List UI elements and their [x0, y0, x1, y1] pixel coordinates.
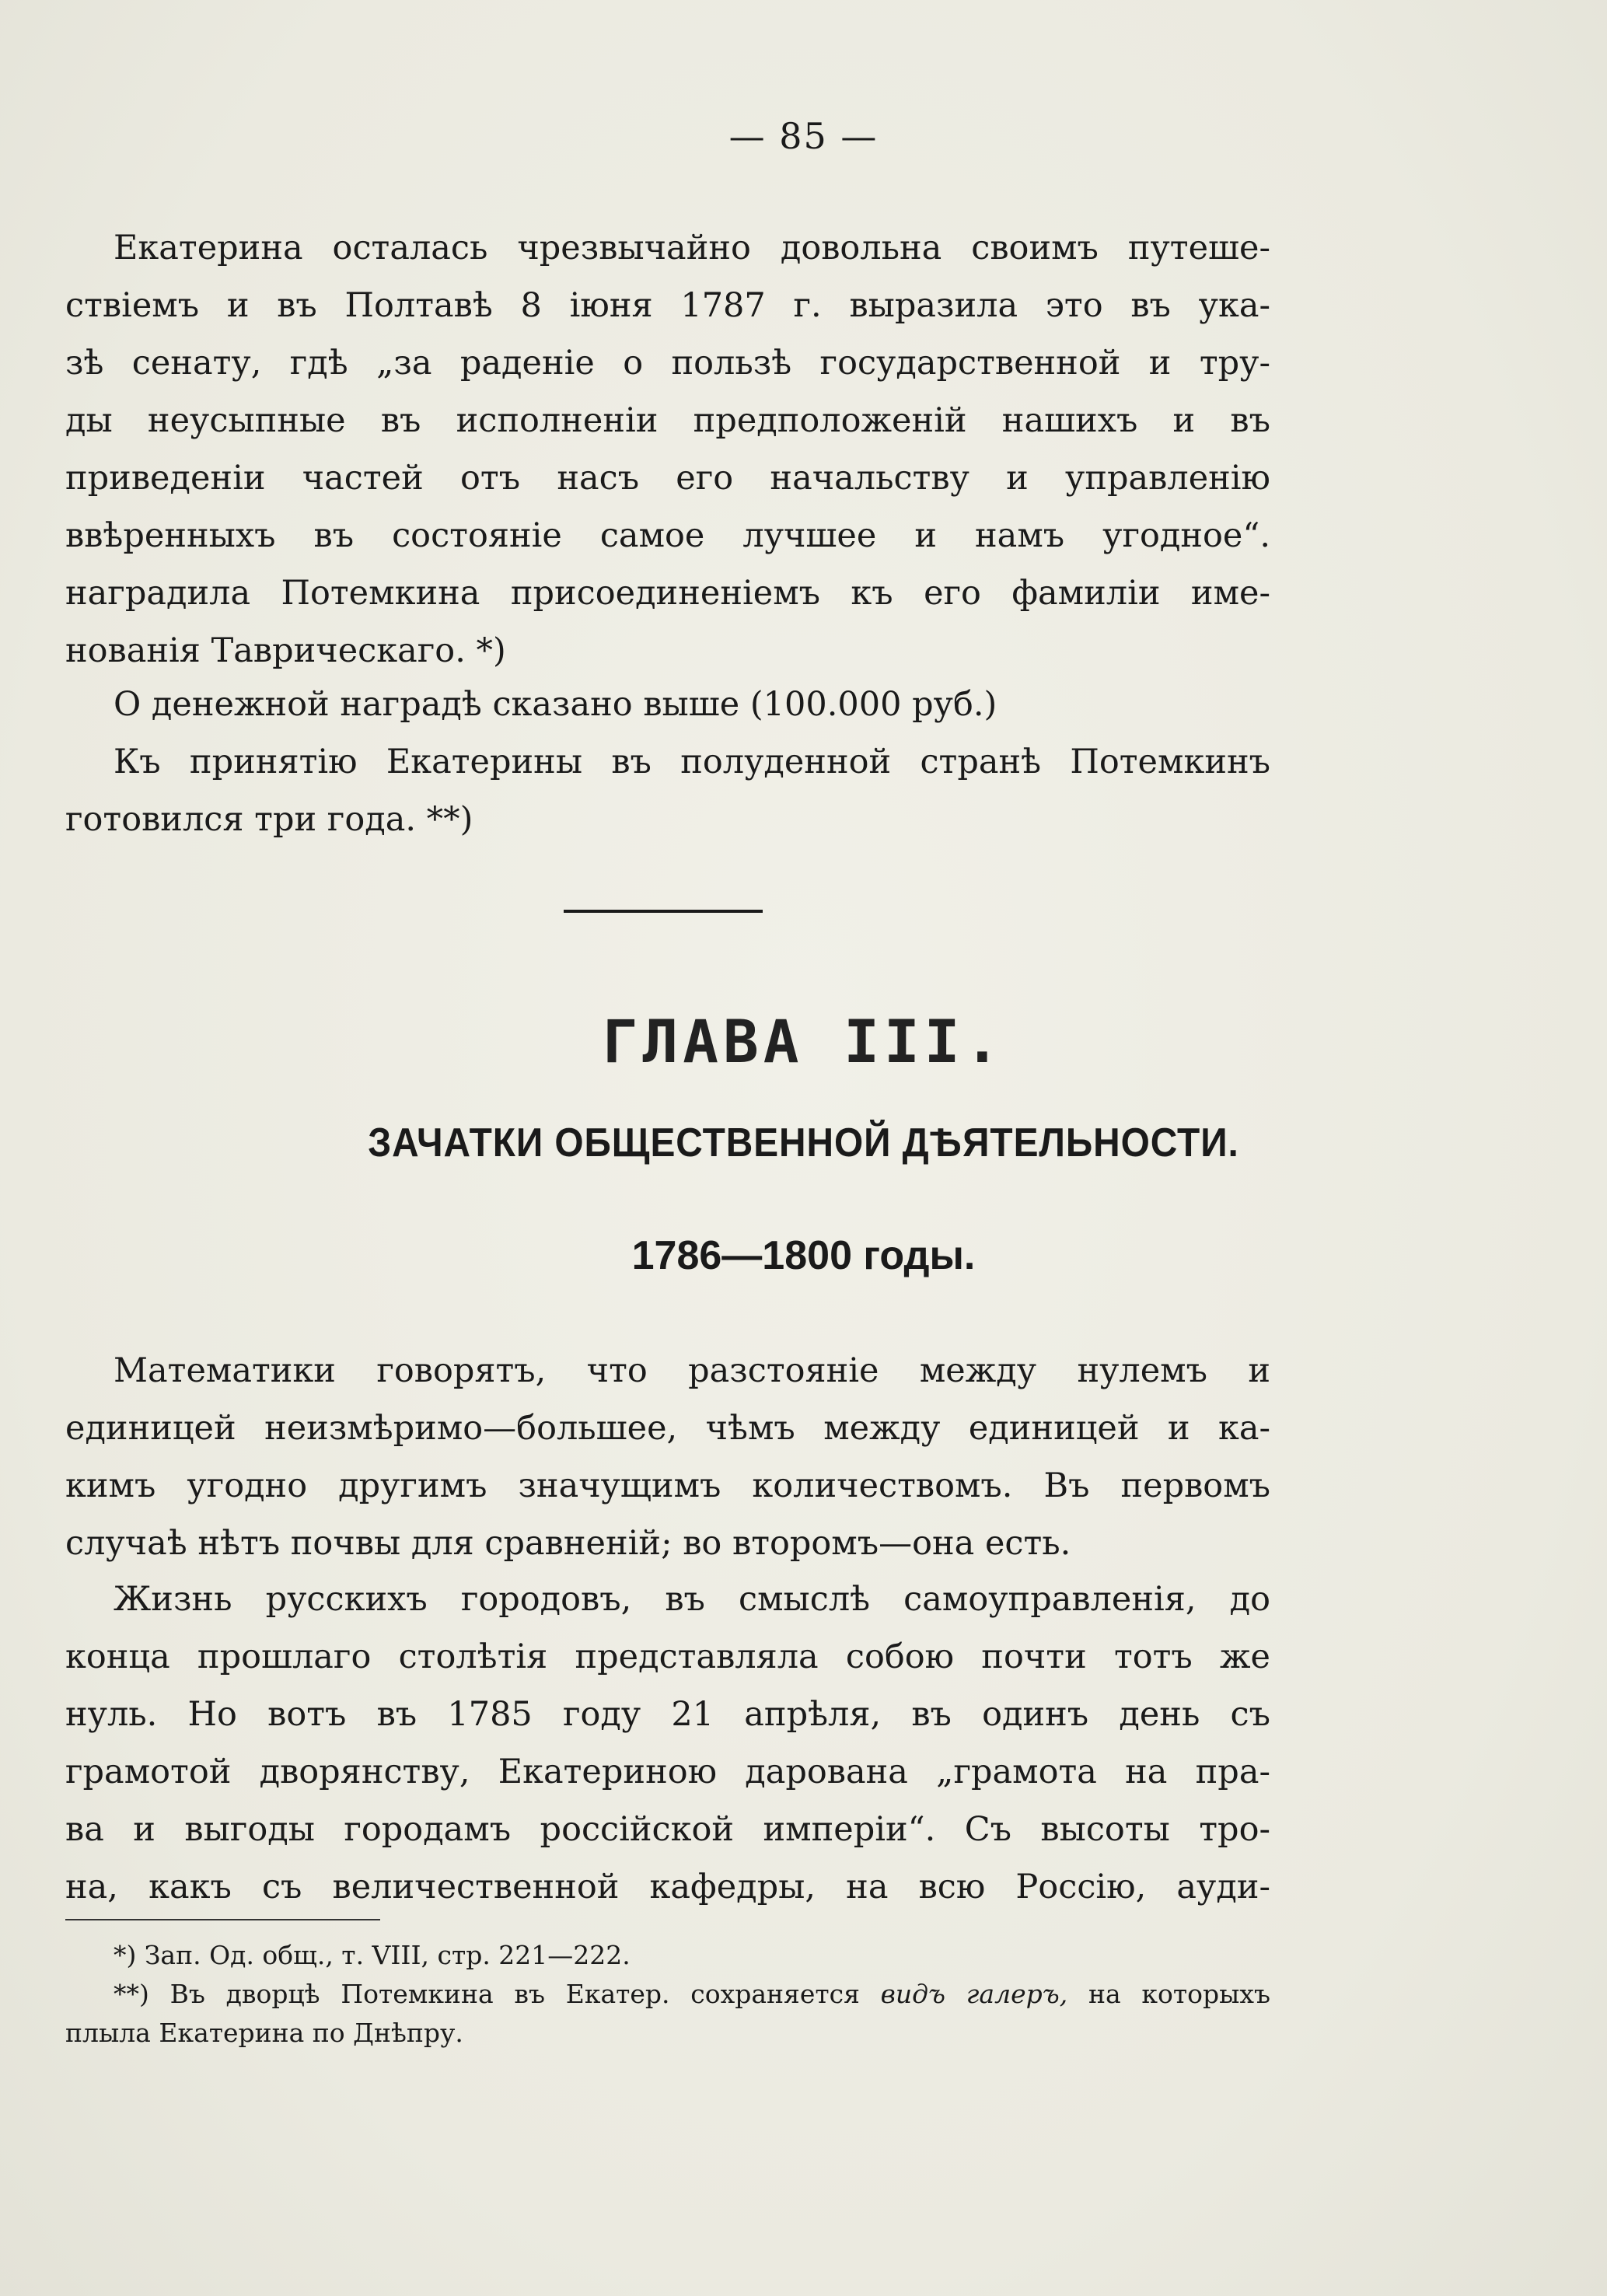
chapter-title: ЗАЧАТКИ ОБЩЕСТВЕННОЙ ДѢЯТЕЛЬНОСТИ. [368, 1120, 1239, 1165]
text-line: нуль. Но вотъ въ 1785 году 21 апрѣля, въ одинъ день съ [65, 1695, 1270, 1734]
footnote-2-text: **) Въ дворцѣ Потемкина въ Екатер. сохраняется [114, 1979, 881, 2009]
paragraph-3 [65, 733, 1270, 848]
text-line: ввѣренныхъ въ состояніе самое лучшее и намъ угодное“. [65, 516, 1270, 555]
paragraph-2 [65, 676, 1270, 733]
text-line: Екатерина осталась чрезвычайно довольна своимъ путеше- [114, 229, 1270, 267]
footnotes [65, 1936, 1270, 2053]
text-line: готовился три года. **) [65, 800, 473, 839]
footnote-2-text-end: на которыхъ [1067, 1979, 1270, 2009]
section-divider [564, 910, 763, 913]
text-line: Математики говорятъ, что разстояніе между нулемъ и [114, 1351, 1270, 1390]
footnote-2 [65, 1975, 1270, 2014]
text-line: наградила Потемкина присоединеніемъ къ его фамиліи име- [65, 574, 1270, 613]
text-line: на, какъ съ величественной кафедры, на всю Россію, ауди- [65, 1868, 1270, 1906]
text-line: нованія Таврическаго. *) [65, 631, 506, 670]
text-line: ствіемъ и въ Полтавѣ 8 іюня 1787 г. выразила это въ ука- [65, 286, 1270, 325]
paragraph-5 [65, 1571, 1270, 1916]
footnote-2-italic: видъ галеръ, [880, 1979, 1068, 2009]
text-line: О денежной наградѣ сказано выше (100.000 руб.) [114, 685, 997, 724]
text-line: кимъ угодно другимъ значущимъ количествомъ. Въ первомъ [65, 1466, 1270, 1505]
chapter-years: 1786—1800 годы. [631, 1233, 976, 1278]
text-line: приведеніи частей отъ насъ его начальству и управленію [65, 459, 1270, 498]
page-number: — 85 — [728, 115, 879, 157]
chapter-heading: ГЛАВА III. [602, 1007, 1005, 1076]
text-line: ды неусыпные въ исполненіи предположеній нашихъ и въ [65, 401, 1270, 440]
paragraph-4 [65, 1342, 1270, 1572]
text-line: единицей неизмѣримо—большее, чѣмъ между единицей и ка- [65, 1409, 1270, 1448]
text-line: конца прошлаго столѣтія представляла собою почти тотъ же [65, 1637, 1270, 1676]
footnote-divider [65, 1919, 380, 1920]
footnote-2-continuation: плыла Екатерина по Днѣпру. [65, 2018, 463, 2048]
text-line: Жизнь русскихъ городовъ, въ смыслѣ самоуправленія, до [114, 1580, 1270, 1619]
text-line: случаѣ нѣтъ почвы для сравненій; во второмъ—она есть. [65, 1524, 1071, 1563]
text-line: грамотой дворянству, Екатериною дарована „грамота на пра- [65, 1753, 1270, 1791]
text-line: Къ принятію Екатерины въ полуденной странѣ Потемкинъ [114, 743, 1270, 781]
text-line: ва и выгоды городамъ россійской имперіи“. Съ высоты тро- [65, 1810, 1270, 1849]
text-line: зѣ сенату, гдѣ „за раденіе о пользѣ государственной и тру- [65, 344, 1270, 383]
footnote-1: *) Зап. Од. общ., т. VIII, стр. 221—222. [114, 1940, 631, 1970]
paragraph-1 [65, 219, 1270, 680]
